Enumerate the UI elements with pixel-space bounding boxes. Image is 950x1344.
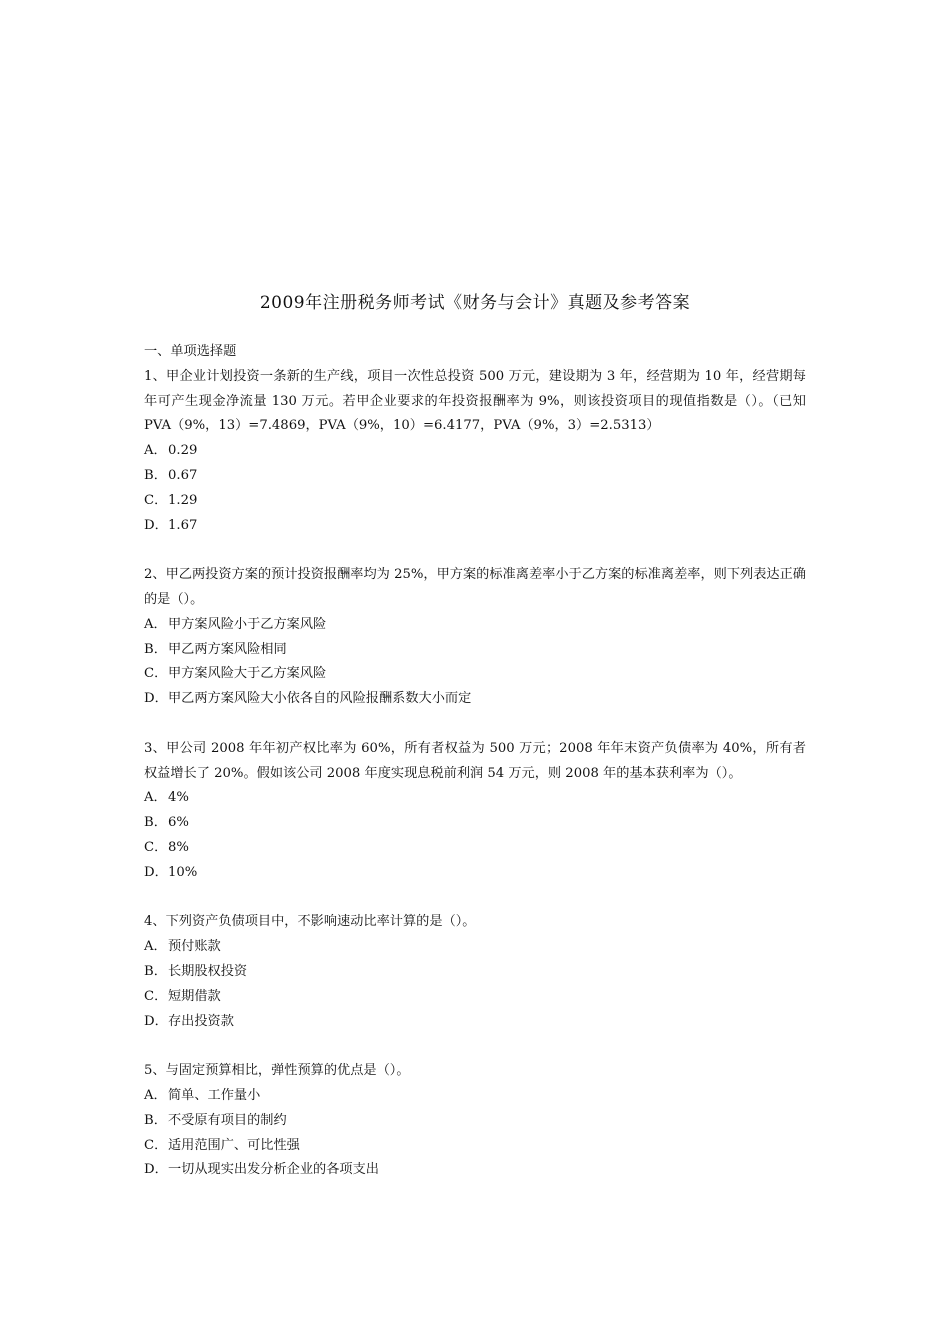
option-letter: D． <box>144 1162 168 1178</box>
option-a <box>144 613 806 638</box>
question-stem: 1、甲企业计划投资一条新的生产线，项目一次性总投资 500 万元，建设期为 3 年，经营期为 10 年，经营期每年可产生现金净流量 130 万元。若甲企业要求的年投资报酬率为 9%，则该投资项目的现值指数是（）。（已知 PVA（9%，13）=7.4869，PVA（9%，10）=6.4177，PVA（9%，3）=2.5313） <box>144 368 806 434</box>
document-body <box>144 340 806 1183</box>
option-c <box>144 985 806 1010</box>
option-letter: D． <box>144 517 168 533</box>
option-letter: B． <box>144 641 167 657</box>
option-letter: C． <box>144 1137 168 1153</box>
option-text: 一切从现实出发分析企业的各项支出 <box>168 1162 379 1178</box>
option-d <box>144 687 806 712</box>
option-text: 0.29 <box>168 443 198 459</box>
option-c <box>144 836 806 861</box>
option-text: 甲乙两方案风险相同 <box>168 641 287 657</box>
option-text: 4% <box>168 790 189 806</box>
option-c <box>144 1134 806 1159</box>
option-list <box>144 613 806 712</box>
option-text: 甲方案风险小于乙方案风险 <box>168 616 327 632</box>
option-b <box>144 811 806 836</box>
option-letter: B． <box>144 467 167 483</box>
option-text: 1.67 <box>168 517 198 533</box>
option-text: 甲方案风险大于乙方案风险 <box>168 666 327 682</box>
question-stem: 3、甲公司 2008 年年初产权比率为 60%，所有者权益为 500 万元；2008 年年末资产负债率为 40%，所有者权益增长了 20%。假如该公司 2008 年度实现息税前利润 54 万元，则 2008 年的基本获利率为（）。 <box>144 740 806 781</box>
option-letter: D． <box>144 864 168 880</box>
option-text: 预付账款 <box>168 939 221 955</box>
option-letter: A． <box>144 616 167 632</box>
option-letter: C． <box>144 492 168 508</box>
option-b <box>144 1109 806 1134</box>
option-text: 存出投资款 <box>168 1013 234 1029</box>
option-letter: C． <box>144 839 168 855</box>
option-list <box>144 439 806 538</box>
option-letter: C． <box>144 988 168 1004</box>
question-stem: 5、与固定预算相比，弹性预算的优点是（）。 <box>144 1063 410 1079</box>
option-b <box>144 464 806 489</box>
option-letter: B． <box>144 815 167 831</box>
option-d <box>144 514 806 539</box>
document-title: 2009年注册税务师考试《财务与会计》真题及参考答案 <box>259 293 691 313</box>
option-a <box>144 1084 806 1109</box>
option-b <box>144 638 806 663</box>
question-stem: 4、下列资产负债项目中，不影响速动比率计算的是（）。 <box>144 914 476 930</box>
option-text: 不受原有项目的制约 <box>168 1112 287 1128</box>
option-letter: A． <box>144 443 167 459</box>
option-text: 8% <box>168 839 189 855</box>
option-c <box>144 662 806 687</box>
option-d <box>144 861 806 886</box>
option-a <box>144 935 806 960</box>
option-b <box>144 960 806 985</box>
question-1 <box>144 365 806 539</box>
option-list <box>144 1084 806 1183</box>
option-text: 10% <box>168 864 198 880</box>
question-3 <box>144 737 806 886</box>
question-stem: 2、甲乙两投资方案的预计投资报酬率均为 25%，甲方案的标准离差率小于乙方案的标准离差率，则下列表达正确的是（）。 <box>144 567 806 607</box>
option-letter: B． <box>144 1112 167 1128</box>
option-letter: D． <box>144 1013 168 1029</box>
question-2 <box>144 563 806 712</box>
option-d <box>144 1010 806 1035</box>
option-text: 1.29 <box>168 492 198 508</box>
option-text: 甲乙两方案风险大小依各自的风险报酬系数大小而定 <box>168 691 472 707</box>
option-letter: B． <box>144 963 167 979</box>
option-list <box>144 935 806 1034</box>
option-letter: C． <box>144 666 168 682</box>
option-list <box>144 786 806 885</box>
option-letter: D． <box>144 691 168 707</box>
option-a <box>144 439 806 464</box>
question-5 <box>144 1059 806 1183</box>
section-heading: 一、单项选择题 <box>144 344 237 359</box>
question-4 <box>144 910 806 1034</box>
option-d <box>144 1158 806 1183</box>
option-letter: A． <box>144 790 167 806</box>
option-text: 短期借款 <box>168 988 221 1004</box>
option-text: 适用范围广、可比性强 <box>168 1137 300 1153</box>
option-text: 6% <box>168 815 189 831</box>
option-text: 简单、工作量小 <box>168 1087 261 1103</box>
option-text: 长期股权投资 <box>168 963 248 979</box>
option-c <box>144 489 806 514</box>
option-a <box>144 786 806 811</box>
option-letter: A． <box>144 939 167 955</box>
option-letter: A． <box>144 1087 167 1103</box>
option-text: 0.67 <box>168 467 198 483</box>
